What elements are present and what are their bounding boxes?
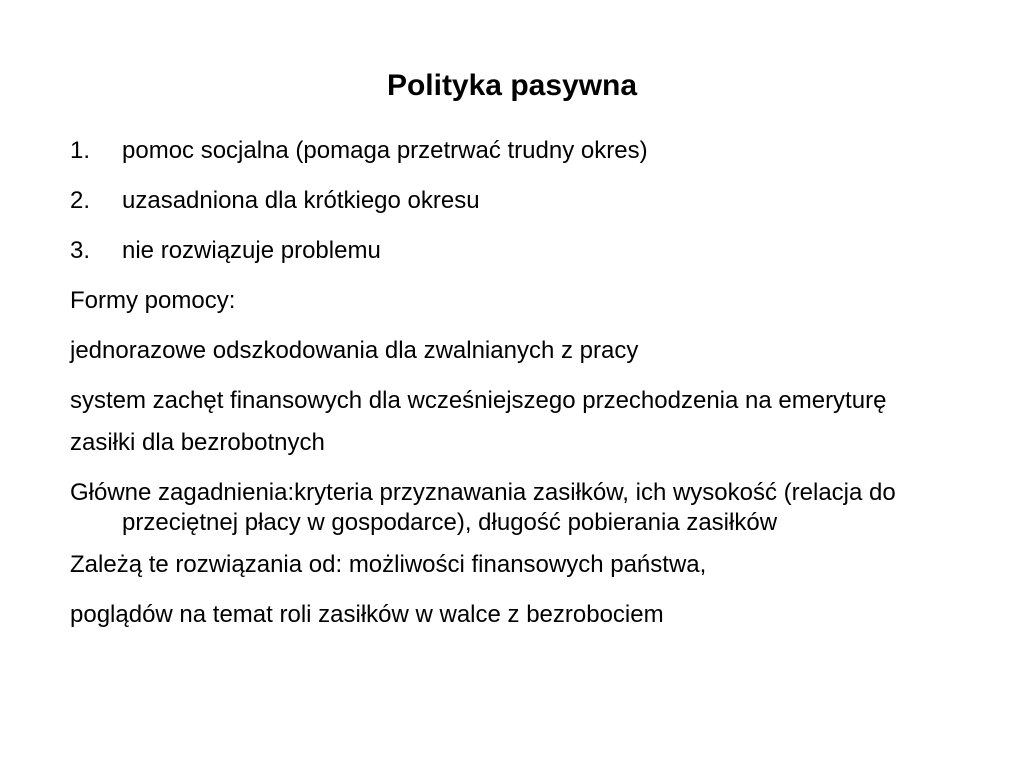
paragraph-unemployment-benefits: zasiłki dla bezrobotnych	[70, 429, 325, 456]
paragraph-early-retirement: system zachęt finansowych dla wcześniejszego przechodzenia na emeryturę	[70, 387, 887, 414]
paragraph-views: poglądów na temat roli zasiłków w walce z bezrobociem	[70, 601, 664, 628]
item-text: pomoc socjalna (pomaga przetrwać trudny okres)	[122, 137, 648, 164]
item-text: nie rozwiązuje problemu	[122, 237, 381, 264]
item-number: 3.	[70, 237, 91, 264]
slide-body	[70, 136, 950, 650]
item-number: 2.	[70, 187, 91, 214]
numbered-item-2	[70, 186, 950, 216]
paragraph-main-issues: Główne zagadnienia:kryteria przyznawania zasiłków, ich wysokość (relacja do przeciętnej płacy w gospodarce), długość pobierania zasiłków	[70, 479, 896, 536]
paragraph-forms-heading: Formy pomocy:	[70, 287, 236, 314]
numbered-item-3	[70, 236, 950, 266]
paragraph-severance: jednorazowe odszkodowania dla zwalnianych z pracy	[70, 337, 639, 364]
item-text: uzasadniona dla krótkiego okresu	[122, 187, 480, 214]
item-number: 1.	[70, 137, 91, 164]
slide-title: Polityka pasywna	[386, 69, 638, 102]
numbered-item-1	[70, 136, 950, 166]
paragraph-depends-on: Zależą te rozwiązania od: możliwości finansowych państwa,	[70, 551, 707, 578]
